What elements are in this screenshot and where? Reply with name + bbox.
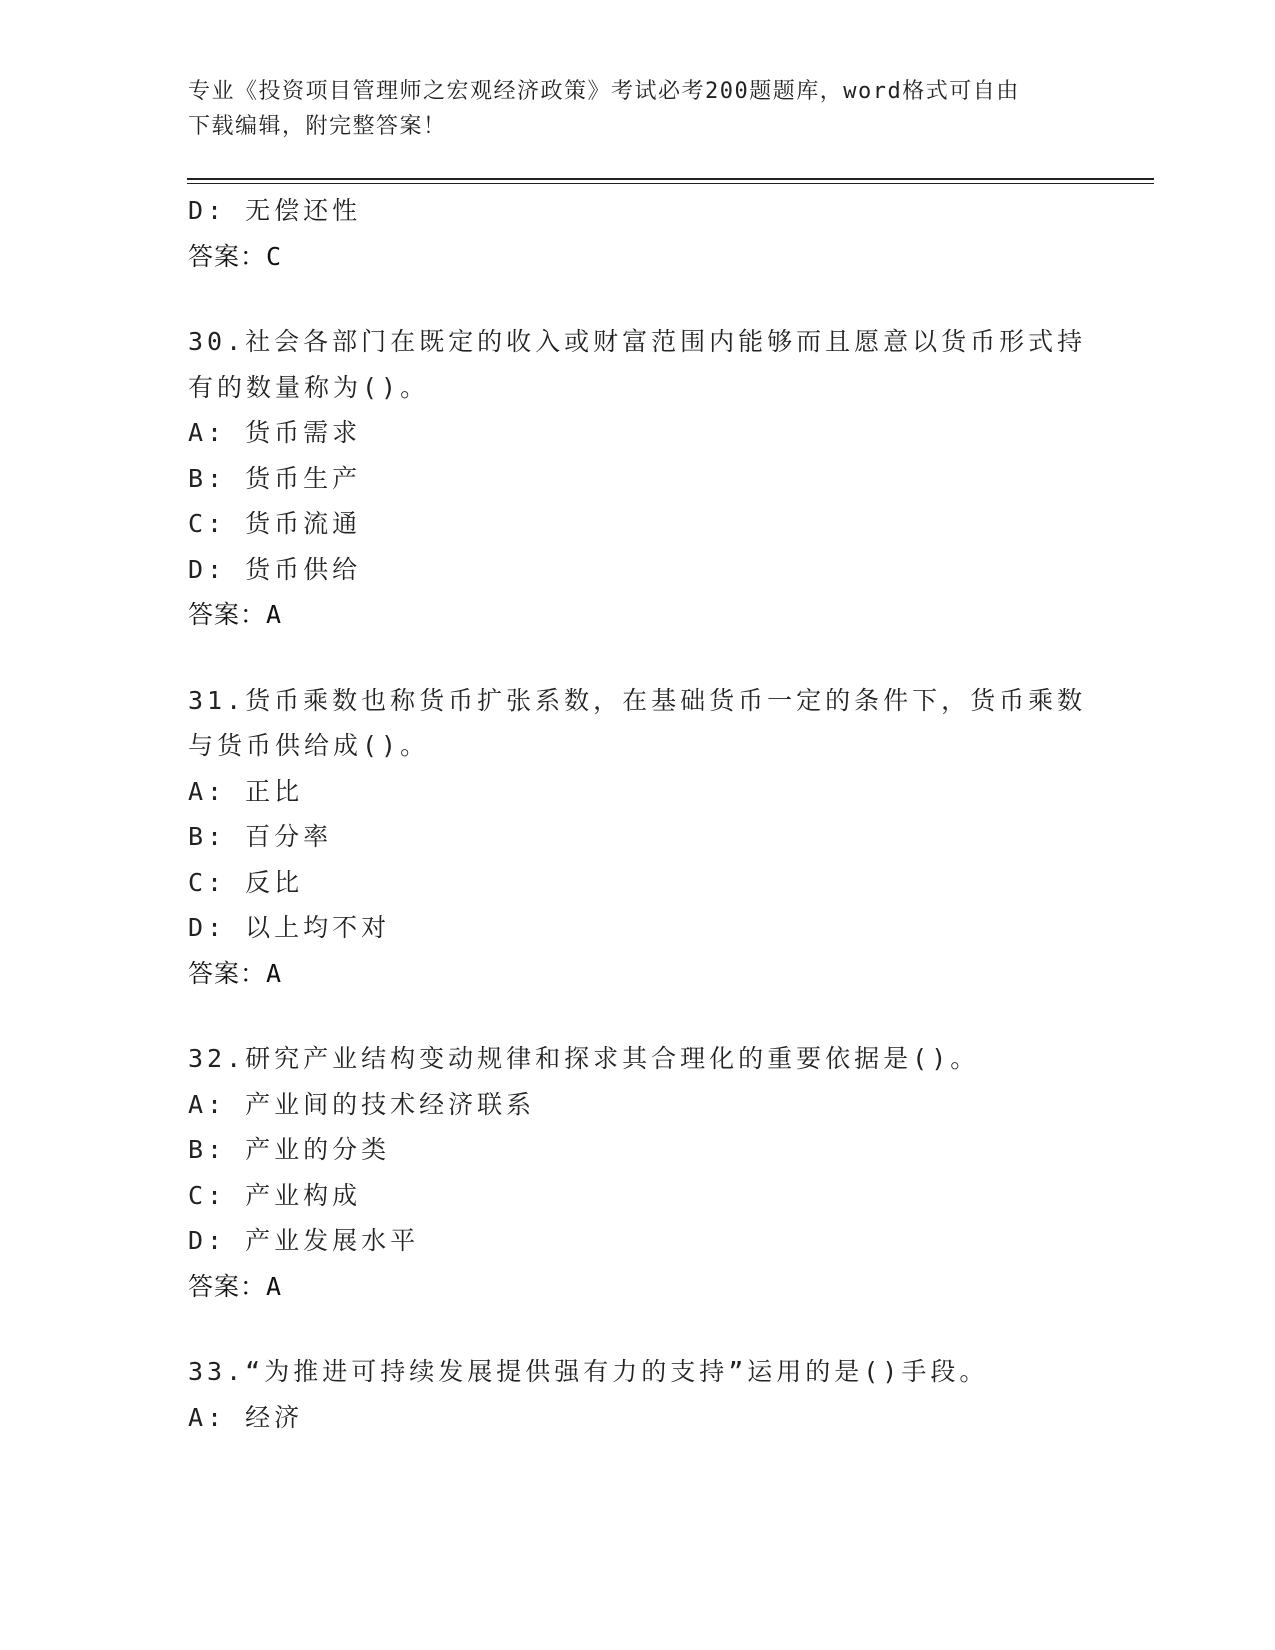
question-31-text (188, 678, 1088, 769)
question-30-option-c: C: 货币流通 (188, 509, 362, 538)
question-30-answer (188, 592, 1088, 638)
question-text-line: 与货币供给成()。 (188, 731, 430, 760)
question-text-line: 有的数量称为()。 (188, 372, 430, 402)
question-list (188, 188, 1088, 1440)
answer-label: 答案： (188, 241, 267, 271)
question-30-option-a: A: 货币需求 (188, 418, 362, 447)
question-33-text (188, 1349, 1088, 1395)
header-line-2: 下载编辑，附完整答案！ (188, 114, 447, 139)
answer-value: A (266, 958, 282, 988)
question-31-option-d: D: 以上均不对 (188, 913, 391, 942)
question-32-option-c: C: 产业构成 (188, 1180, 362, 1210)
answer-label: 答案： (188, 1271, 267, 1301)
question-text-line: 31.货币乘数也称货币扩张系数，在基础货币一定的条件下，货币乘数 (188, 685, 1087, 715)
question-30-option-d: D: 货币供给 (188, 554, 362, 584)
document-header (188, 74, 1088, 144)
question-32-text (188, 1036, 1088, 1082)
question-32-option-d: D: 产业发展水平 (188, 1226, 420, 1255)
question-31-option-b: B: 百分率 (188, 822, 333, 851)
question-text-line: 32.研究产业结构变动规律和探求其合理化的重要依据是()。 (188, 1044, 980, 1073)
header-line-1: 专业《投资项目管理师之宏观经济政策》考试必考200题题库，word格式可自由 (188, 79, 1020, 104)
answer-label: 答案： (188, 600, 267, 629)
question-30-text (188, 319, 1088, 410)
prev-answer (188, 234, 1088, 280)
header-divider-thin (187, 183, 1154, 184)
question-30-option-b: B: 货币生产 (188, 463, 362, 493)
question-32-option-b: B: 产业的分类 (188, 1135, 391, 1164)
question-32-answer (188, 1264, 1088, 1310)
answer-value: A (266, 1271, 282, 1301)
question-31-option-c: C: 反比 (188, 867, 304, 897)
question-text-line: 30.社会各部门在既定的收入或财富范围内能够而且愿意以货币形式持 (188, 327, 1087, 356)
answer-value: A (266, 600, 282, 629)
question-text-line: 33.“为推进可持续发展提供强有力的支持”运用的是()手段。 (188, 1357, 989, 1386)
header-divider-thick (187, 178, 1154, 180)
answer-value: C (266, 241, 282, 271)
answer-label: 答案： (188, 958, 267, 988)
question-32-option-a: A: 产业间的技术经济联系 (188, 1089, 536, 1119)
question-33-option-a: A: 经济 (188, 1402, 304, 1432)
prev-option-d: D: 无偿还性 (188, 196, 362, 225)
question-31-option-a: A: 正比 (188, 776, 304, 806)
question-31-answer (188, 951, 1088, 997)
